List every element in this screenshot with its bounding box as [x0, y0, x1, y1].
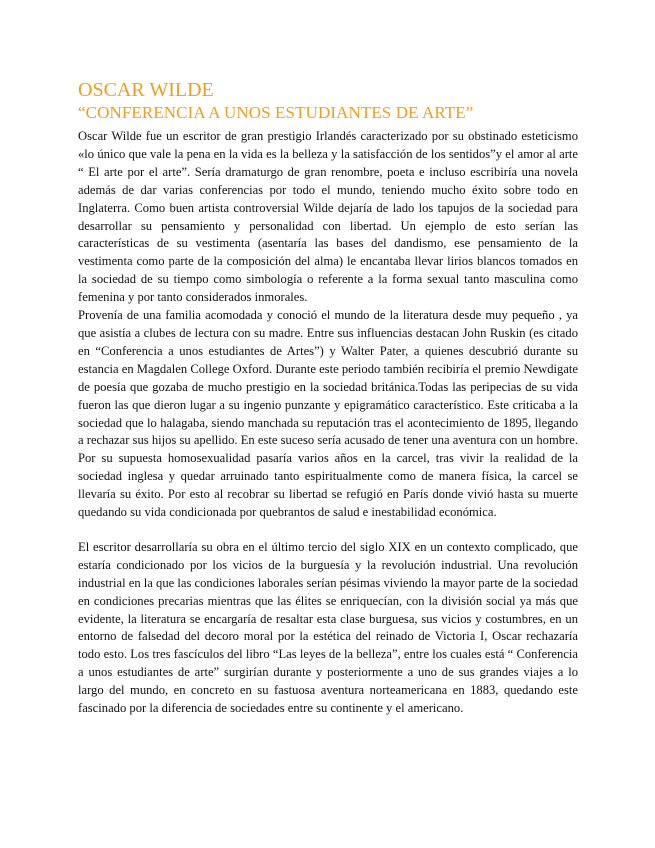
- paragraph-life: Provenía de una familia acomodada y conoció el mundo de la literatura desde muy pequeño , ya que asistía a clubes de lectura con su madre. Entre sus influencias destacan John Ruskin (es citado en “Conferencia a unos estudiantes de Artes”) y Walter Pater, a quienes descubrió durante su estancia en Magdalen College Oxford. Durante este periodo también recibiría el premio Newdigate de poesía que gozaba de mucho prestigio en la sociedad británica.Todas las peripecias de su vida fueron las que dieron lugar a su ingenio punzante y epigramático característico. Este criticaba a la sociedad que lo halagaba, siendo manchada su reputación tras el acontecimiento de 1895, llegando a rechazar sus hijos su apellido. En este suceso sería acusado de tener una aventura con un hombre. Por su supuesta homosexualidad pasaría varios años en la carcel, tras vivir la realidad de la sociedad inglesa y quedar arruinado tanto espiritualmente como de manera física, la carcel se llevaría su éxito. Por esto al recobrar su libertad se refugió en París donde vivió hasta su muerte quedando su vida condicionada por quebrantos de salud e inestabilidad económica.: [78, 308, 578, 520]
- paragraph-gap: [78, 522, 578, 539]
- paragraph-context: El escritor desarrollaría su obra en el último tercio del siglo XIX en un contexto complicado, que estaría condicionado por los vicios de la burguesía y la revolución industrial. Una revolución industrial en la que las condiciones laborales serían pésimas viviendo la mayor parte de la sociedad en condiciones precarias mientras que las élites se enriquecían, con la división social ya más que evidente, la literatura se encargaría de resaltar esta clase burguesa, sus vicios y costumbres, en un entorno de falsedad del decoro moral por la estética del reinado de Victoria I, Oscar rechazaría todo esto. Los tres fascículos del libro “Las leyes de la belleza”, entre los cuales está “ Conferencia a unos estudiantes de arte” surgirían durante y posteriormente a uno de sus grandes viajes a lo largo del mundo, en concreto en su fastuosa aventura norteamericana en 1883, quedando este fascinado por la diferencia de sociedades entre su continente y el americano.: [78, 539, 578, 716]
- paragraph-biography: Oscar Wilde fue un escritor de gran prestigio Irlandés caracterizado por su obstinado esteticismo «lo único que vale la pena en la vida es la belleza y la satisfacción de los sentidos”y el amor al arte “ El arte por el arte”. Sería dramaturgo de gran renombre, poeta e incluso escribiría una novela además de dar varias conferencias por todo el mundo, teniendo mucho éxito sobre todo en Inglaterra. Como buen artista controversial Wilde dejaría de lado los tapujos de la sociedad para desarrollar su pensamiento y personalidad con libertad. Un ejemplo de esto serían las características de su vestimenta (asentaría las bases del dandismo, ese pensamiento de la vestimenta como parte de la composición del alma) le encantaba llevar lirios blancos tomados en la sociedad de su tiempo como simbología o referente a la forma sexual tanto masculina como femenina y por tanto considerados inmorales.: [78, 129, 578, 305]
- document-page: [78, 78, 578, 718]
- document-subtitle: “CONFERENCIA A UNOS ESTUDIANTES DE ARTE”: [78, 103, 474, 122]
- document-title: OSCAR WILDE: [78, 79, 214, 101]
